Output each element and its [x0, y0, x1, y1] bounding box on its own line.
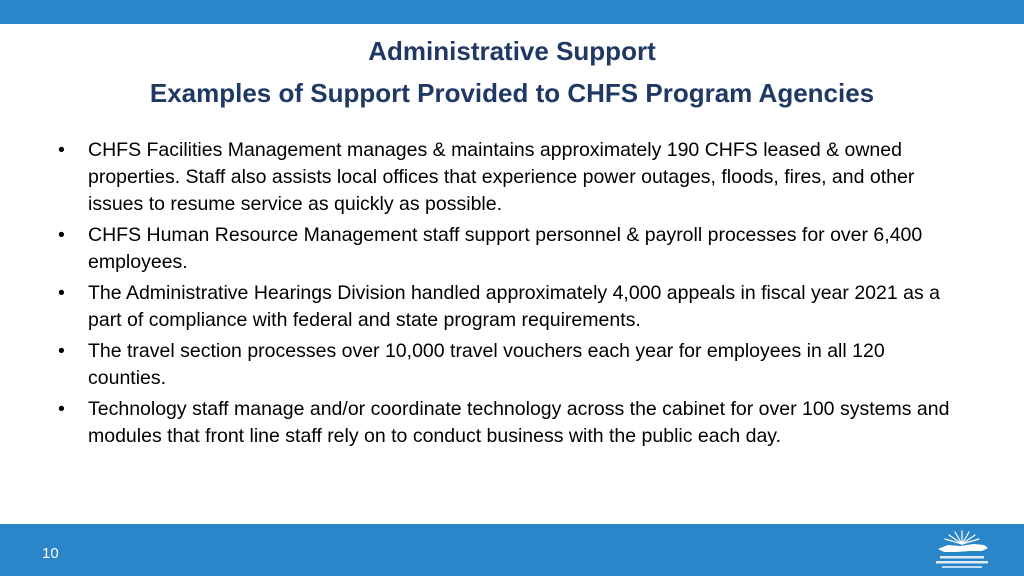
- bottom-banner: [0, 524, 1024, 576]
- slide-title-line-2: Examples of Support Provided to CHFS Program Agencies: [149, 78, 875, 108]
- bullet-text: The Administrative Hearings Division handled approximately 4,000 appeals in fiscal year 2021 as a part of compliance with federal and state program requirements.: [88, 282, 940, 331]
- bullet-list: [58, 137, 968, 454]
- bullet-text: Technology staff manage and/or coordinate technology across the cabinet for over 100 systems and modules that front line staff rely on to conduct business with the public each day.: [88, 398, 950, 447]
- bullet-dot-icon: •: [58, 398, 65, 420]
- bullet-text: CHFS Facilities Management manages & maintains approximately 190 CHFS leased & owned properties. Staff also assists local offices that experience power outages, floods, fires, and other issues to resume service as quickly as possible.: [88, 139, 915, 215]
- top-banner: [0, 0, 1024, 24]
- bullet-item-facilities: [58, 137, 968, 218]
- bullet-item-hearings: [58, 280, 968, 334]
- kentucky-logo-icon: [926, 528, 998, 574]
- bullet-item-human-resources: [58, 222, 968, 276]
- bullet-dot-icon: •: [58, 282, 65, 304]
- bullet-dot-icon: •: [58, 340, 65, 362]
- bullet-text: The travel section processes over 10,000 travel vouchers each year for employees in all 120 counties.: [88, 340, 885, 389]
- bullet-item-travel: [58, 338, 968, 392]
- slide-title: [0, 30, 1024, 114]
- bullet-item-technology: [58, 396, 968, 450]
- bullet-dot-icon: •: [58, 139, 65, 161]
- bullet-text: CHFS Human Resource Management staff support personnel & payroll processes for over 6,400 employees.: [88, 224, 923, 273]
- page-number: 10: [42, 545, 59, 562]
- bullet-dot-icon: •: [58, 224, 65, 246]
- slide-title-line-1: Administrative Support: [368, 36, 656, 66]
